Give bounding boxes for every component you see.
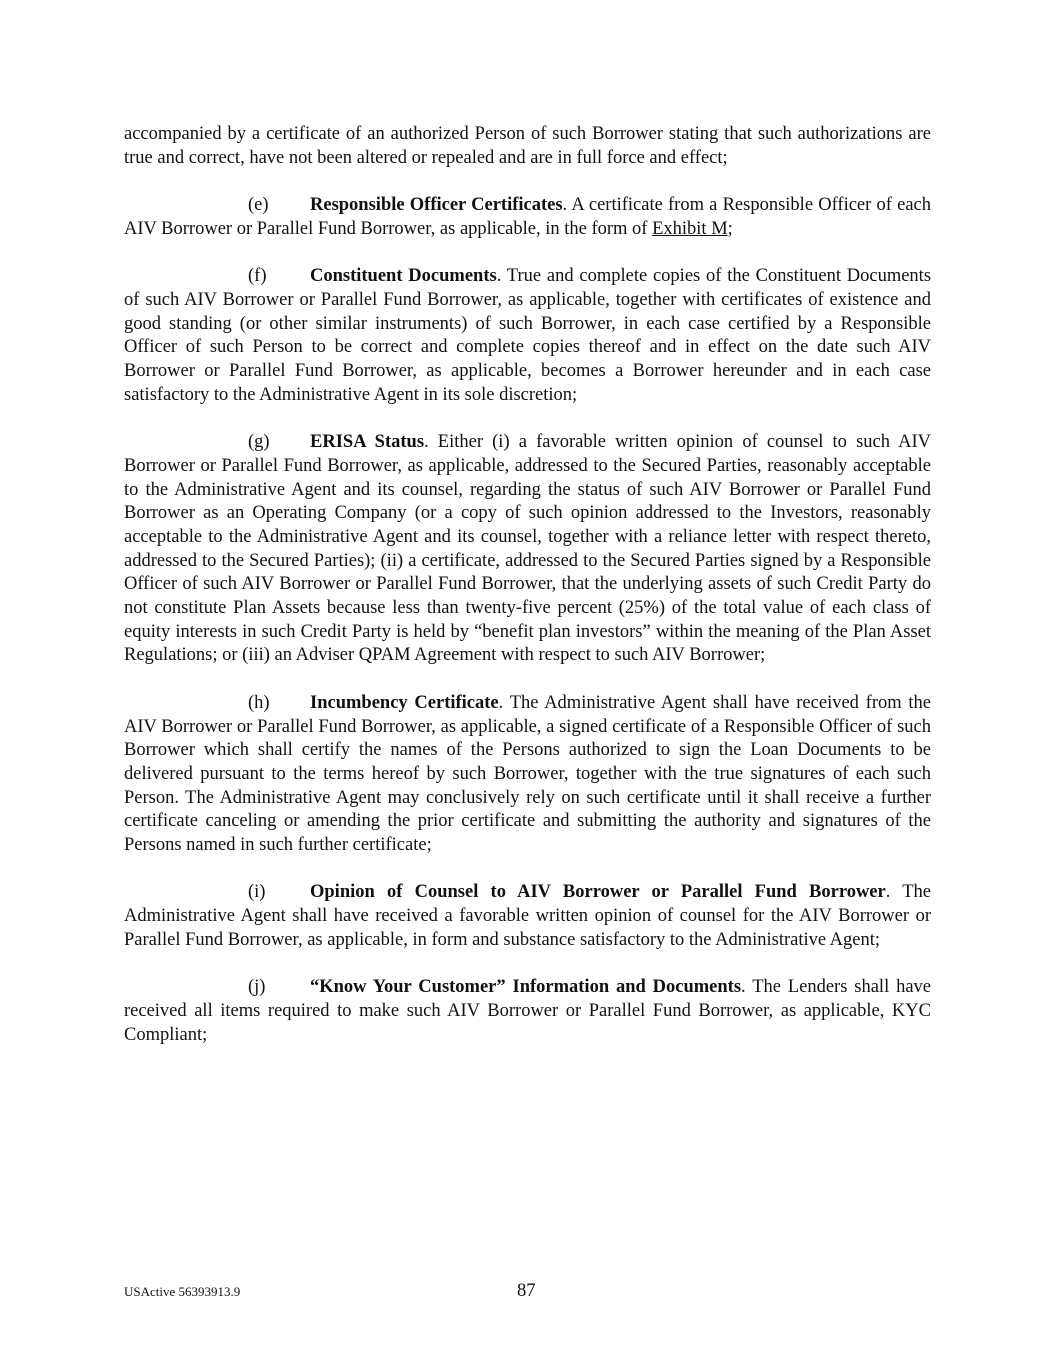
exhibit-m-link[interactable]: Exhibit M <box>652 218 728 239</box>
clause-heading: “Know Your Customer” Information and Documents <box>310 977 742 998</box>
clause-marker: (e) <box>248 195 269 216</box>
clause-heading: Responsible Officer Certificates <box>310 195 563 216</box>
clause-marker: (f) <box>248 266 267 287</box>
clause-marker: (h) <box>248 692 270 713</box>
clause-text: . The Administrative Agent shall have received a favorable written opinion of counsel for the AIV Borrower or Parallel Fund Borrower, as applicable, in form and substance satisfactory to the Administrative Agent; <box>124 882 931 950</box>
clause-f <box>124 265 931 407</box>
clause-heading: Incumbency Certificate <box>310 692 499 713</box>
opening-text: accompanied by a certificate of an authorized Person of such Borrower stating that such authorizations are true and correct, have not been altered or repealed and are in full force and effect; <box>124 124 931 168</box>
clause-e <box>124 194 931 241</box>
clause-text: . The Lenders shall have received all items required to make such AIV Borrower or Parallel Fund Borrower, as applicable, KYC Compliant; <box>124 977 931 1045</box>
clause-marker: (j) <box>248 977 266 998</box>
clause-marker: (i) <box>248 882 266 903</box>
clause-marker: (g) <box>248 432 270 453</box>
clause-heading: ERISA Status <box>310 432 425 453</box>
footer-document-id: USActive 56393913.9 <box>124 1284 241 1299</box>
clause-g <box>124 431 931 668</box>
clause-i <box>124 881 931 952</box>
opening-paragraph <box>124 123 931 170</box>
clause-heading: Opinion of Counsel to AIV Borrower or Parallel Fund Borrower <box>310 882 886 903</box>
clause-text: . True and complete copies of the Constituent Documents of such AIV Borrower or Parallel Fund Borrower, as applicable, together with certificates of existence and good standing (or other similar instruments) of such Borrower, in each case certified by a Responsible Officer of such Person to be correct and complete copies thereof and in effect on the date such AIV Borrower or Parallel Fund Borrower, as applicable, becomes a Borrower hereunder and in each case satisfactory to the Administrative Agent in its sole discretion; <box>124 266 932 405</box>
clause-j <box>124 976 931 1047</box>
clause-text: . A certificate from a Responsible Officer of each AIV Borrower or Parallel Fund Borrower, as applicable, in the form of <box>124 195 931 239</box>
clause-text: . Either (i) a favorable written opinion of counsel to such AIV Borrower or Parallel Fund Borrower, as applicable, addressed to the Secured Parties, reasonably acceptable to the Administrative Agent and its counsel, regarding the status of such AIV Borrower or Parallel Fund Borrower as an Operating Company (or a copy of such opinion addressed to the Investors, reasonably acceptable to the Administrative Agent and its counsel, together with a reliance letter with respect thereto, addressed to the Secured Parties); (ii) a certificate, addressed to the Secured Parties signed by a Responsible Officer of such AIV Borrower or Parallel Fund Borrower, that the underlying assets of such Credit Party do not constitute Plan Assets because less than twenty-five percent (25%) of the total value of each class of equity interests in such Credit Party is held by “benefit plan investors” within the meaning of the Plan Asset Regulations; or (iii) an Adviser QPAM Agreement with respect to such AIV Borrower; <box>124 432 931 666</box>
document-body <box>124 123 931 1071</box>
clause-heading: Constituent Documents <box>310 266 497 287</box>
footer-page-number: 87 <box>517 1281 536 1301</box>
clause-text: . The Administrative Agent shall have received from the AIV Borrower or Parallel Fund Borrower, as applicable, a signed certificate of a Responsible Officer of such Borrower which shall certify the names of the Persons authorized to sign the Loan Documents to be delivered pursuant to the terms hereof by such Borrower, together with the true signatures of each such Person. The Administrative Agent may conclusively rely on such certificate until it shall receive a further certificate canceling or amending the prior certificate and submitting the authority and signatures of the Persons named in such further certificate; <box>124 692 931 856</box>
clause-h <box>124 692 931 858</box>
clause-text-end: ; <box>727 218 733 239</box>
